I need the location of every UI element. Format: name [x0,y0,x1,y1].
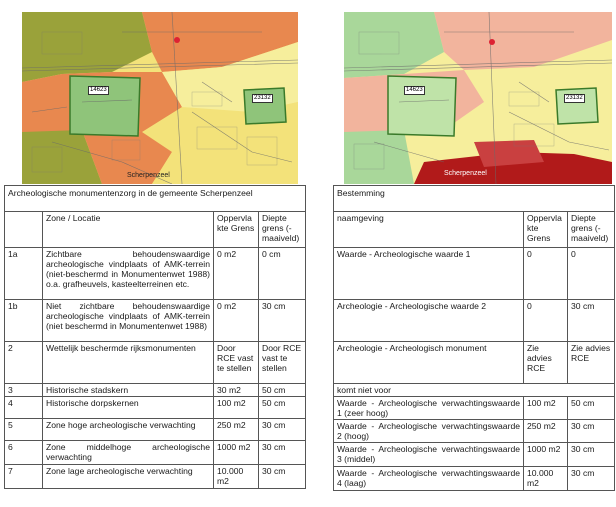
right-row-name: Waarde - Archeologische verwachtingswaarde 2 (hoog) [334,420,524,443]
left-header-depth: Diepte grens (-maaiveld) [259,212,306,248]
left-table-title: Archeologische monumentenzorg in de gemeente Scherpenzeel [5,186,306,212]
left-row-area: 1000 m2 [214,441,259,465]
left-row-zone: Historische stadskern [43,384,214,397]
map-left-street-label: Scherpenzeel [127,172,170,179]
right-row-area: 250 m2 [524,420,568,443]
left-row-depth: Door RCE vast te stellen [259,342,306,384]
left-row-code: 1a [5,248,43,300]
map-right-street-label: Scherpenzeel [444,170,487,177]
map-right-parcel-label-b: 23132 [566,95,583,101]
table-row [334,420,615,443]
right-row-area: 1000 m2 [524,443,568,467]
left-row-code: 7 [5,465,43,489]
right-row-name: Waarde - Archeologische verwachtingswaarde 1 (zeer hoog) [334,397,524,420]
map-right [344,12,612,184]
right-row-depth: 50 cm [568,397,615,420]
table-row [5,300,306,342]
left-row-area: 100 m2 [214,397,259,419]
right-header-area: Oppervlakte Grens [524,212,568,248]
table-row [5,441,306,465]
table-row [334,342,615,384]
right-row-depth: 30 cm [568,443,615,467]
left-row-zone: Niet zichtbare behoudenswaardige archeologische vindplaats of AMK-terrein (niet beschermd in Monumentenwet 1988) [43,300,214,342]
table-row [334,384,615,397]
table-row [334,397,615,420]
left-row-zone: Zone middelhoge archeologische verwachting [43,441,214,465]
table-row [5,397,306,419]
left-row-area: 250 m2 [214,419,259,441]
right-row-area: 100 m2 [524,397,568,420]
right-row-area: Zie advies RCE [524,342,568,384]
left-header-code [5,212,43,248]
left-row-depth: 30 cm [259,300,306,342]
right-row-name: Archeologie - Archeologisch monument [334,342,524,384]
left-row-code: 3 [5,384,43,397]
left-row-area: 10.000 m2 [214,465,259,489]
right-row-name: komt niet voor [334,384,615,397]
left-row-code: 1b [5,300,43,342]
right-row-area: 0 [524,248,568,300]
right-header-name: naamgeving [334,212,524,248]
right-row-depth: 30 cm [568,467,615,491]
right-table-title: Bestemming [334,186,615,212]
left-row-code: 4 [5,397,43,419]
left-row-zone: Zichtbare behoudenswaardige archeologische vindplaats of AMK-terrein (niet-beschermd in Monumentenwet 1988) o.a. grafheuvels, kasteelterreinen etc. [43,248,214,300]
left-row-depth: 30 cm [259,419,306,441]
right-row-area: 10.000 m2 [524,467,568,491]
right-row-depth: 30 cm [568,420,615,443]
right-row-name: Waarde - Archeologische verwachtingswaarde 3 (middel) [334,443,524,467]
map-left-parcel-label-b: 23132 [254,95,271,101]
right-row-depth: 0 [568,248,615,300]
left-row-zone: Zone hoge archeologische verwachting [43,419,214,441]
right-row-depth: Zie advies RCE [568,342,615,384]
left-header-area: Oppervlakte Grens [214,212,259,248]
left-row-depth: 50 cm [259,384,306,397]
table-row [334,300,615,342]
left-row-code: 6 [5,441,43,465]
left-row-zone: Zone lage archeologische verwachting [43,465,214,489]
table-row [5,419,306,441]
right-row-area: 0 [524,300,568,342]
table-row [5,342,306,384]
right-header-depth: Diepte grens (-maaiveld) [568,212,615,248]
left-row-area: 0 m2 [214,248,259,300]
right-row-depth: 30 cm [568,300,615,342]
left-row-area: 0 m2 [214,300,259,342]
left-row-code: 5 [5,419,43,441]
table-row [5,465,306,489]
left-row-zone: Wettelijk beschermde rijksmonumenten [43,342,214,384]
left-row-area: Door RCE vast te stellen [214,342,259,384]
left-row-depth: 30 cm [259,441,306,465]
table-row [5,384,306,397]
table-row [5,248,306,300]
right-row-name: Waarde - Archeologische verwachtingswaarde 4 (laag) [334,467,524,491]
right-table [333,185,615,491]
left-row-area: 30 m2 [214,384,259,397]
left-row-code: 2 [5,342,43,384]
right-row-name: Waarde - Archeologische waarde 1 [334,248,524,300]
left-row-depth: 50 cm [259,397,306,419]
left-row-zone: Historische dorpskernen [43,397,214,419]
left-header-zone: Zone / Locatie [43,212,214,248]
left-row-depth: 0 cm [259,248,306,300]
left-table [4,185,306,489]
map-right-parcel-label-a: 14623 [406,87,423,93]
table-row [334,248,615,300]
table-row [334,443,615,467]
map-left-parcel-label-a: 14623 [90,87,107,93]
table-row [334,467,615,491]
left-row-depth: 30 cm [259,465,306,489]
map-left [22,12,298,184]
right-row-name: Archeologie - Archeologische waarde 2 [334,300,524,342]
